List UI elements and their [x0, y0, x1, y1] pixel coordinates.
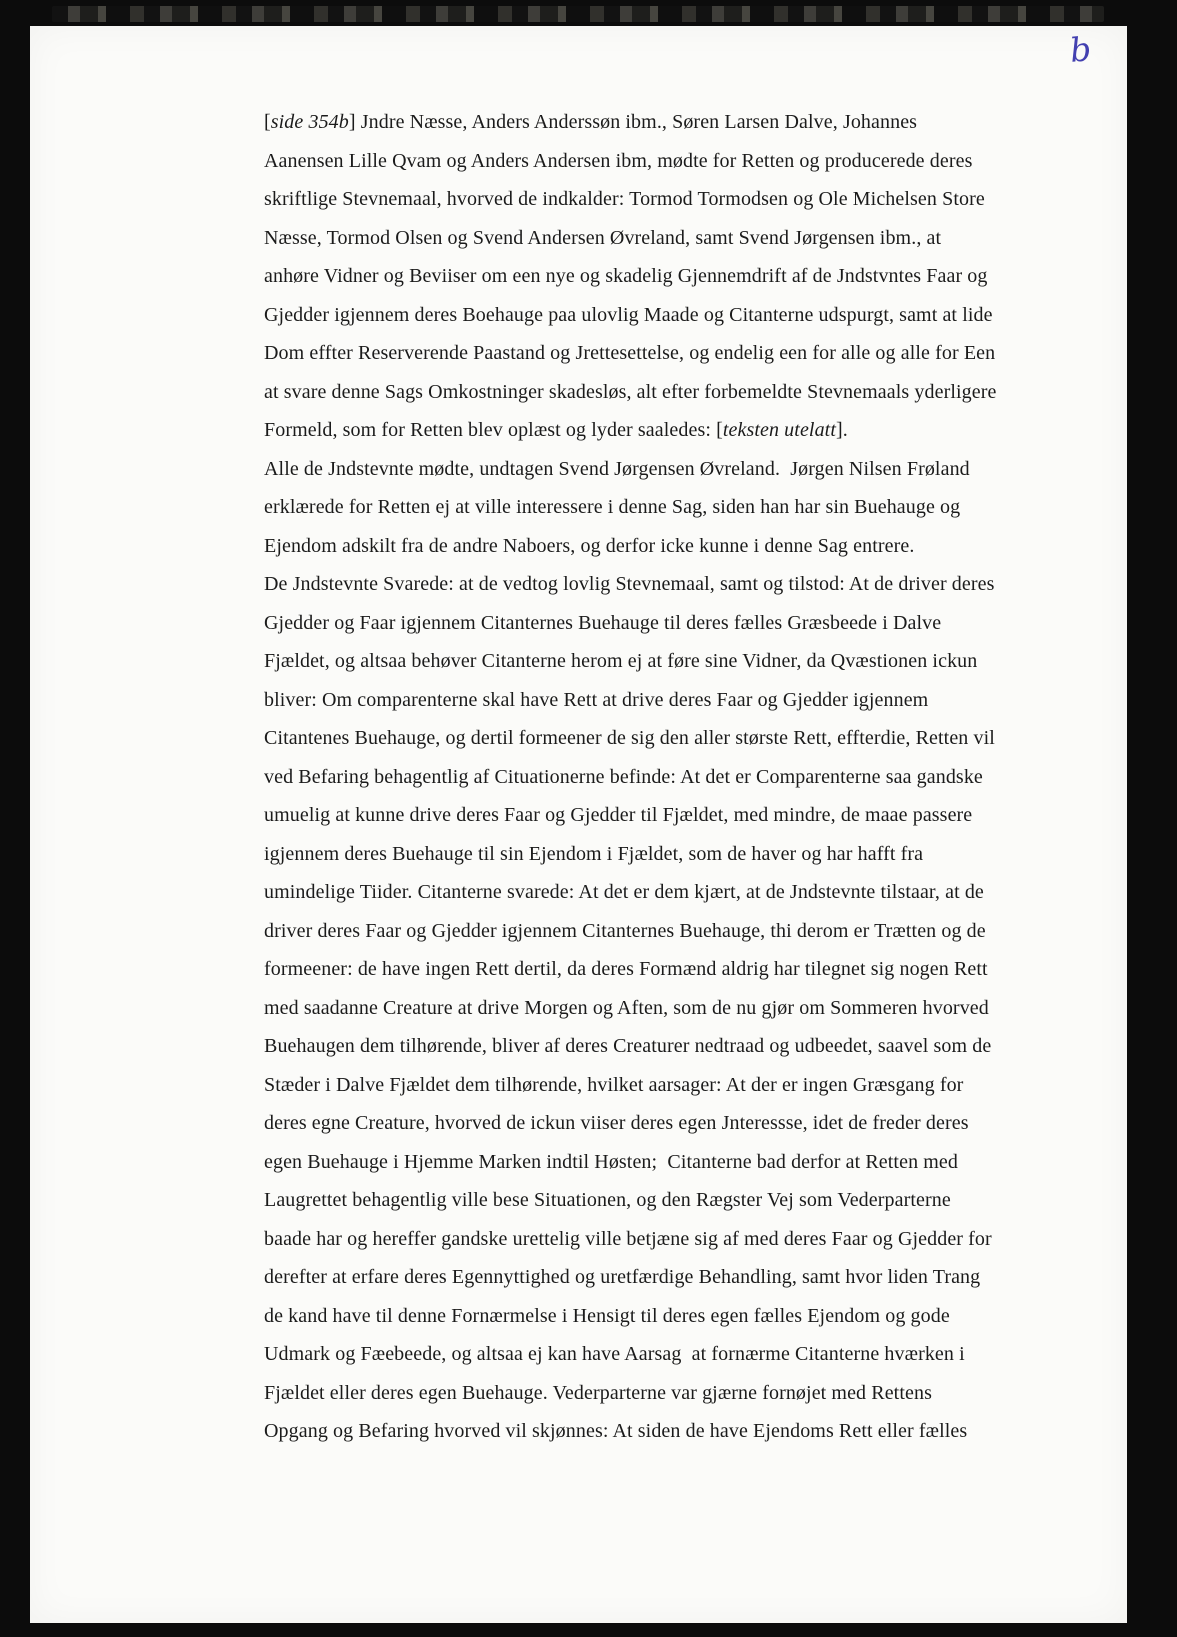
text-line: Citantenes Buehauge, og dertil formeener de sig den aller største Rett, effterdie, Retten vil	[264, 727, 995, 749]
text-line: Buehaugen dem tilhørende, bliver af deres Creaturer nedtraad og udbeedet, saavel som de	[264, 1035, 992, 1057]
text-line: Opgang og Befaring hvorved vil skjønnes: At siden de have Ejendoms Rett eller fælles	[264, 1420, 968, 1442]
text-line: Stæder i Dalve Fjældet dem tilhørende, hvilket aarsager: At der er ingen Græsgang for	[264, 1073, 964, 1096]
side-reference: side 354b	[270, 111, 349, 133]
text-line: deres egne Creature, hvorved de ickun viiser deres egen Jnteressse, idet de freder deres	[264, 1112, 969, 1134]
text-line: Dom effter Reserverende Paastand og Jrettesettelse, og endelig een for alle og alle for Een	[264, 342, 996, 364]
text-line: Udmark og Fæebeede, og altsaa ej kan have Aarsag at fornærme Citanterne hværken i	[264, 1343, 965, 1365]
text-line: Fjældet, og altsaa behøver Citanterne herom ej at føre sine Vidner, da Qvæstionen ickun	[264, 650, 978, 672]
text-line: Fjældet eller deres egen Buehauge. Vederparterne var gjærne fornøjet med Rettens	[264, 1381, 932, 1404]
text-line: ved Befaring behagentlig af Cituationerne befinde: At det er Comparenterne saa gandske	[264, 765, 983, 788]
editorial-note: teksten utelatt	[722, 419, 836, 441]
text-line: erklærede for Retten ej at ville interessere i denne Sag, siden han har sin Buehauge og	[264, 496, 961, 518]
text-line: umuelig at kunne drive deres Faar og Gjedder til Fjældet, med mindre, de maae passere	[264, 804, 973, 826]
handwritten-page-letter: b	[1068, 29, 1093, 70]
text-line: de kand have til denne Fornærmelse i Hensigt til deres egen fælles Ejendom og gode	[264, 1304, 950, 1327]
text-line: med saadanne Creature at drive Morgen og Aften, som de nu gjør om Sommeren hvorved	[264, 996, 989, 1019]
document-page	[30, 26, 1127, 1623]
text-line: derefter at erfare deres Egennyttighed og uretfærdige Behandling, samt hvor liden Trang	[264, 1266, 981, 1288]
text-segment: Formeld, som for Retten blev oplæst og lyder saaledes: [	[264, 419, 723, 441]
text-segment: ] Jndre Næsse, Anders Anderssøn ibm., Søren Larsen Dalve, Johannes	[348, 111, 918, 133]
text-line: Gjedder igjennem deres Boehauge paa ulovlig Maade og Citanterne udspurgt, samt at lide	[264, 303, 993, 326]
text-line: Næsse, Tormod Olsen og Svend Andersen Øvreland, samt Svend Jørgensen ibm., at	[264, 226, 942, 249]
text-line: Laugrettet behagentlig ville bese Situationen, og den Rægster Vej som Vederparterne	[264, 1189, 951, 1211]
text-line: Ejendom adskilt fra de andre Naboers, og derfor icke kunne i denne Sag entrere.	[264, 534, 915, 557]
bracket-open: [	[264, 111, 271, 133]
text-line: baade har og hereffer gandske urettelig ville betjæne sig af med deres Faar og Gjedder for	[264, 1227, 992, 1250]
text-line: formeener: de have ingen Rett dertil, da deres Formænd aldrig har tilegnet sig nogen Rett	[264, 958, 988, 980]
book-page-edges	[52, 6, 1104, 22]
text-line: skriftlige Stevnemaal, hvorved de indkalder: Tormod Tormodsen og Ole Michelsen Store	[264, 188, 985, 210]
text-line	[264, 103, 1084, 142]
text-line: De Jndstevnte Svarede: at de vedtog lovlig Stevnemaal, samt og tilstod: At de driver deres	[264, 573, 995, 595]
text-line	[264, 411, 1084, 450]
text-line: egen Buehauge i Hjemme Marken indtil Høsten; Citanterne bad derfor at Retten med	[264, 1150, 958, 1173]
text-line: Alle de Jndstevnte mødte, undtagen Svend Jørgensen Øvreland. Jørgen Nilsen Frøland	[264, 457, 970, 480]
text-line: umindelige Tiider. Citanterne svarede: At det er dem kjært, at de Jndstevnte tilstaar, at de	[264, 881, 984, 903]
text-line: igjennem deres Buehauge til sin Ejendom i Fjældet, som de haver og har hafft fra	[264, 842, 924, 865]
bracket-close: ].	[836, 419, 848, 441]
text-line: Aanensen Lille Qvam og Anders Andersen ibm, mødte for Retten og producerede deres	[264, 149, 973, 172]
text-line: Gjedder og Faar igjennem Citanternes Buehauge til deres fælles Græsbeede i Dalve	[264, 611, 942, 634]
transcribed-text	[264, 103, 1084, 1451]
text-line: driver deres Faar og Gjedder igjennem Citanternes Buehauge, thi derom er Trætten og de	[264, 919, 986, 942]
text-line: anhøre Vidner og Beviiser om een nye og skadelig Gjennemdrift af de Jndstvntes Faar og	[264, 265, 988, 287]
text-line: bliver: Om comparenterne skal have Rett at drive deres Faar og Gjedder igjennem	[264, 688, 929, 711]
text-line: at svare denne Sags Omkostninger skadesløs, alt efter forbemeldte Stevnemaals yderligere	[264, 380, 997, 403]
